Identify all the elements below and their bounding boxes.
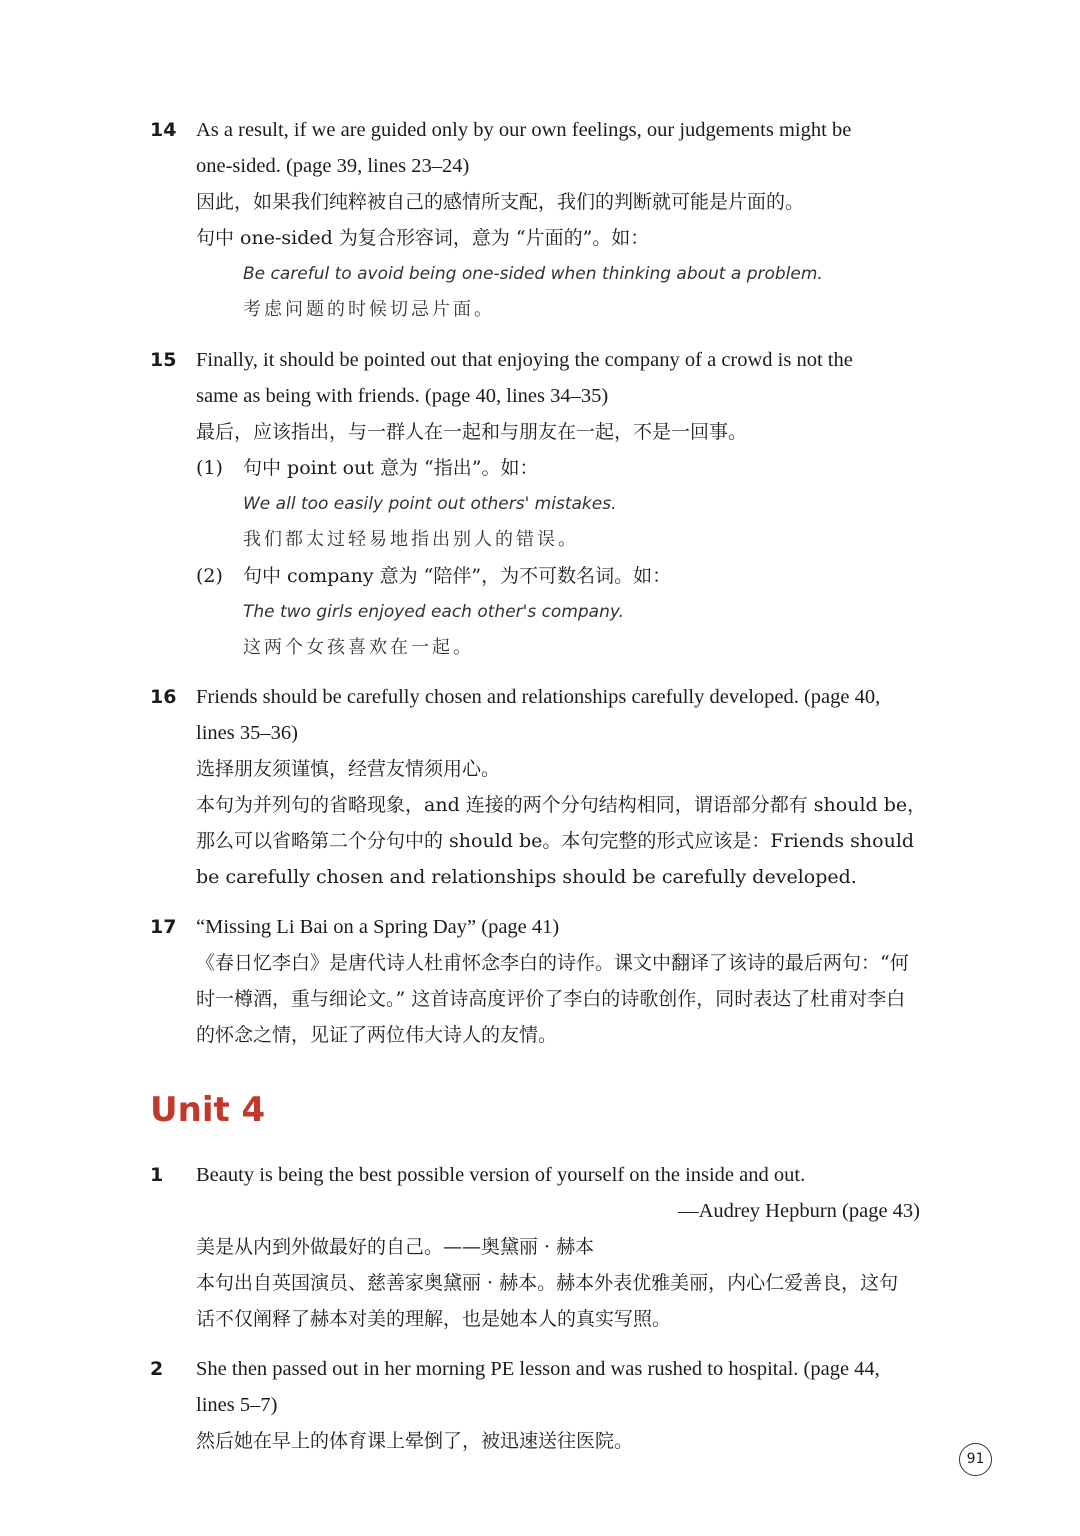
page-number: 91	[959, 1443, 992, 1476]
chinese-translation: 因此，如果我们纯粹被自己的感情所支配，我们的判断就可能是片面的。	[196, 191, 805, 213]
example-sentence: Be careful to avoid being one-sided when thinking about a problem.	[243, 264, 823, 284]
english-sentence-line: As a result, if we are guided only by our own feelings, our judgements might be	[196, 119, 852, 141]
example-translation: 考虑问题的时候切忌片面。	[243, 299, 495, 320]
example-translation: 这两个女孩喜欢在一起。	[243, 637, 474, 658]
entry-number: 15	[150, 349, 177, 371]
example-sentence: We all too easily point out others' mistakes.	[243, 494, 617, 514]
chinese-note-line: 时一樽酒，重与细论文。” 这首诗高度评价了李白的诗歌创作，同时表达了杜甫对李白	[196, 988, 906, 1010]
unit-note-entry-2	[150, 1351, 920, 1459]
english-sentence-line: Finally, it should be pointed out that enjoying the company of a crowd is not the	[196, 349, 853, 371]
note-entry-15	[150, 342, 920, 666]
entry-number: 1	[150, 1164, 164, 1186]
grammar-note: 句中 company 意为 “陪伴”，为不可数名词。如：	[243, 565, 672, 587]
chinese-translation: 然后她在早上的体育课上晕倒了，被迅速送往医院。	[196, 1430, 634, 1452]
chinese-note-line: 《春日忆李白》是唐代诗人杜甫怀念李白的诗作。课文中翻译了该诗的最后两句：“何	[196, 952, 909, 974]
chinese-translation: 美是从内到外做最好的自己。——奥黛丽 · 赫本	[196, 1236, 595, 1258]
grammar-note-line: be carefully chosen and relationships should be carefully developed.	[196, 866, 857, 888]
example-sentence: The two girls enjoyed each other's company.	[243, 602, 625, 622]
sub-note-2	[196, 558, 920, 666]
unit-note-entry-1	[150, 1157, 920, 1337]
grammar-note: 句中 one-sided 为复合形容词，意为 “片面的”。如：	[196, 227, 650, 249]
english-sentence-line: Friends should be carefully chosen and relationships carefully developed. (page 40,	[196, 686, 881, 708]
english-sentence-line: “Missing Li Bai on a Spring Day” (page 41)	[196, 916, 560, 938]
grammar-note: 句中 point out 意为 “指出”。如：	[243, 457, 539, 479]
entry-number: 16	[150, 686, 177, 708]
english-sentence-line: lines 35–36)	[196, 722, 298, 744]
grammar-note-line: 那么可以省略第二个分句中的 should be。本句完整的形式应该是：Friends should	[196, 830, 915, 852]
note-entry-16	[150, 679, 927, 895]
sub-note-label: (2)	[196, 565, 223, 587]
note-entry-17	[150, 909, 920, 1053]
entry-number: 14	[150, 119, 177, 141]
english-sentence-line: lines 5–7)	[196, 1394, 278, 1416]
chinese-translation: 最后，应该指出，与一群人在一起和与朋友在一起，不是一回事。	[196, 421, 748, 443]
english-sentence-line: She then passed out in her morning PE lesson and was rushed to hospital. (page 44,	[196, 1358, 880, 1380]
english-quote: Beauty is being the best possible version of yourself on the inside and out.	[196, 1164, 806, 1186]
sub-note-label: (1)	[196, 457, 223, 479]
entry-number: 2	[150, 1358, 164, 1380]
chinese-note-line: 的怀念之情，见证了两位伟大诗人的友情。	[196, 1024, 558, 1046]
chinese-note-line: 话不仅阐释了赫本对美的理解，也是她本人的真实写照。	[196, 1308, 672, 1330]
english-sentence-line: one-sided. (page 39, lines 23–24)	[196, 155, 470, 177]
note-entry-14	[150, 112, 920, 328]
grammar-note-line: 本句为并列句的省略现象，and 连接的两个分句结构相同，谓语部分都有 should be，	[196, 794, 927, 816]
quote-attribution: —Audrey Hepburn (page 43)	[678, 1200, 920, 1222]
english-sentence-line: same as being with friends. (page 40, lines 34–35)	[196, 385, 609, 407]
chinese-translation: 选择朋友须谨慎，经营友情须用心。	[196, 758, 501, 780]
unit-heading: Unit 4	[150, 1090, 266, 1130]
example-translation: 我们都太过轻易地指出别人的错误。	[243, 529, 579, 550]
sub-note-1	[196, 450, 920, 558]
chinese-note-line: 本句出自英国演员、慈善家奥黛丽 · 赫本。赫本外表优雅美丽，内心仁爱善良，这句	[196, 1272, 899, 1294]
entry-number: 17	[150, 916, 177, 938]
